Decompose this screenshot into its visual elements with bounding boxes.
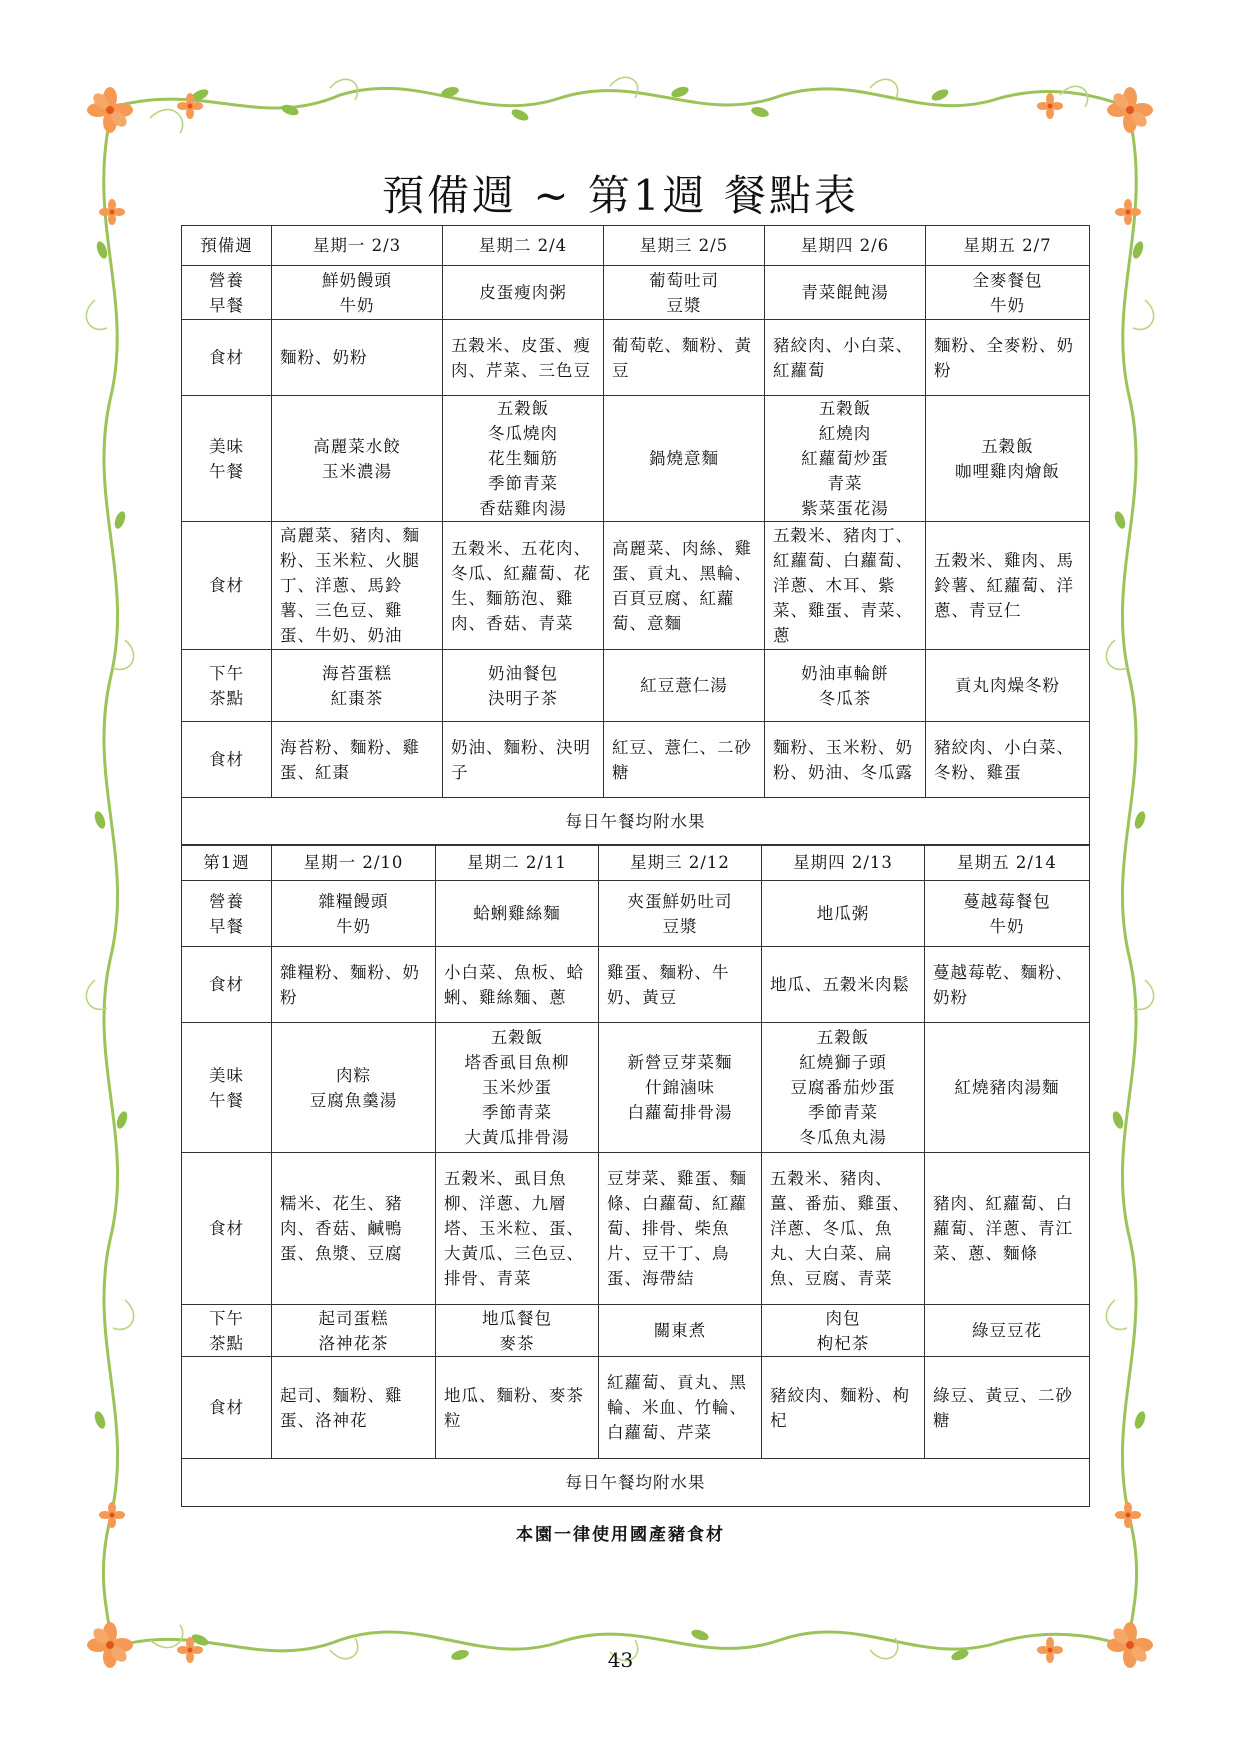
fruit-note: 每日午餐均附水果 (182, 798, 1090, 846)
breakfast-cell: 夾蛋鮮奶吐司 豆漿 (599, 881, 762, 947)
ingredients-cell: 五穀米、雞肉、馬鈴薯、紅蘿蔔、洋蔥、青豆仁 (926, 522, 1090, 650)
week-label: 第1週 (182, 845, 272, 881)
ingredients-cell: 雞蛋、麵粉、牛奶、黃豆 (599, 947, 762, 1023)
breakfast-cell: 蛤蜊雞絲麵 (436, 881, 599, 947)
ingredients-cell: 起司、麵粉、雞蛋、洛神花 (272, 1357, 436, 1459)
ingredients-cell: 五穀米、五花肉、冬瓜、紅蘿蔔、花生、麵筋泡、雞肉、香菇、青菜 (443, 522, 604, 650)
ingredients-cell: 奶油、麵粉、決明子 (443, 722, 604, 798)
row-label-breakfast: 營養 早餐 (182, 881, 272, 947)
lunch-cell: 紅燒豬肉湯麵 (925, 1023, 1090, 1153)
ingredients-cell: 麵粉、奶粉 (272, 320, 443, 396)
day-header: 星期五 2/7 (926, 226, 1090, 266)
menu-table-week-1 (181, 844, 1090, 1507)
lunch-cell: 肉粽 豆腐魚羹湯 (272, 1023, 436, 1153)
row-label-lunch: 美味 午餐 (182, 1023, 272, 1153)
fruit-note: 每日午餐均附水果 (182, 1459, 1090, 1507)
row-label-ingredients: 食材 (182, 722, 272, 798)
lunch-cell: 五穀飯 塔香虱目魚柳 玉米炒蛋 季節青菜 大黃瓜排骨湯 (436, 1023, 599, 1153)
breakfast-cell: 皮蛋瘦肉粥 (443, 266, 604, 320)
breakfast-cell: 雜糧饅頭 牛奶 (272, 881, 436, 947)
ingredients-cell: 豬絞肉、麵粉、枸杞 (762, 1357, 925, 1459)
ingredients-cell: 地瓜、五穀米肉鬆 (762, 947, 925, 1023)
ingredients-cell: 豆芽菜、雞蛋、麵條、白蘿蔔、紅蘿蔔、排骨、柴魚片、豆干丁、鳥蛋、海帶結 (599, 1153, 762, 1305)
snack-cell: 起司蛋糕 洛神花茶 (272, 1305, 436, 1357)
ingredients-cell: 麵粉、玉米粉、奶粉、奶油、冬瓜露 (765, 722, 926, 798)
ingredients-cell: 豬絞肉、小白菜、紅蘿蔔 (765, 320, 926, 396)
day-header: 星期四 2/13 (762, 845, 925, 881)
day-header: 星期四 2/6 (765, 226, 926, 266)
ingredients-cell: 麵粉、全麥粉、奶粉 (926, 320, 1090, 396)
lunch-cell: 新營豆芽菜麵 什錦滷味 白蘿蔔排骨湯 (599, 1023, 762, 1153)
week-label: 預備週 (182, 226, 272, 266)
ingredients-cell: 雜糧粉、麵粉、奶粉 (272, 947, 436, 1023)
ingredients-cell: 蔓越莓乾、麵粉、奶粉 (925, 947, 1090, 1023)
ingredients-cell: 紅蘿蔔、貢丸、黑輪、米血、竹輪、白蘿蔔、芹菜 (599, 1357, 762, 1459)
ingredients-cell: 高麗菜、豬肉、麵粉、玉米粒、火腿丁、洋蔥、馬鈴薯、三色豆、雞蛋、牛奶、奶油 (272, 522, 443, 650)
row-label-ingredients: 食材 (182, 522, 272, 650)
ingredients-cell: 糯米、花生、豬肉、香菇、鹹鴨蛋、魚漿、豆腐 (272, 1153, 436, 1305)
ingredients-cell: 五穀米、豬肉丁、紅蘿蔔、白蘿蔔、洋蔥、木耳、紫菜、雞蛋、青菜、蔥 (765, 522, 926, 650)
day-header: 星期一 2/10 (272, 845, 436, 881)
menu-table-prep-week (181, 225, 1090, 846)
ingredients-cell: 五穀米、豬肉、薑、番茄、雞蛋、洋蔥、冬瓜、魚丸、大白菜、扁魚、豆腐、青菜 (762, 1153, 925, 1305)
day-header: 星期一 2/3 (272, 226, 443, 266)
ingredients-cell: 豬絞肉、小白菜、冬粉、雞蛋 (926, 722, 1090, 798)
breakfast-cell: 青菜餛飩湯 (765, 266, 926, 320)
breakfast-cell: 全麥餐包 牛奶 (926, 266, 1090, 320)
lunch-cell: 五穀飯 冬瓜燒肉 花生麵筋 季節青菜 香菇雞肉湯 (443, 396, 604, 522)
row-label-snack: 下午 茶點 (182, 1305, 272, 1357)
ingredients-cell: 綠豆、黃豆、二砂糖 (925, 1357, 1090, 1459)
ingredients-cell: 地瓜、麵粉、麥茶粒 (436, 1357, 599, 1459)
day-header: 星期三 2/5 (604, 226, 765, 266)
row-label-ingredients: 食材 (182, 1357, 272, 1459)
row-label-ingredients: 食材 (182, 1153, 272, 1305)
ingredients-cell: 葡萄乾、麵粉、黃豆 (604, 320, 765, 396)
snack-cell: 綠豆豆花 (925, 1305, 1090, 1357)
row-label-snack: 下午 茶點 (182, 650, 272, 722)
row-label-lunch: 美味 午餐 (182, 396, 272, 522)
day-header: 星期五 2/14 (925, 845, 1090, 881)
breakfast-cell: 葡萄吐司 豆漿 (604, 266, 765, 320)
snack-cell: 貢丸肉燥冬粉 (926, 650, 1090, 722)
ingredients-cell: 五穀米、皮蛋、瘦肉、芹菜、三色豆 (443, 320, 604, 396)
breakfast-cell: 鮮奶饅頭 牛奶 (272, 266, 443, 320)
snack-cell: 奶油餐包 決明子茶 (443, 650, 604, 722)
day-header: 星期三 2/12 (599, 845, 762, 881)
ingredients-cell: 紅豆、薏仁、二砂糖 (604, 722, 765, 798)
ingredients-cell: 小白菜、魚板、蛤蜊、雞絲麵、蔥 (436, 947, 599, 1023)
snack-cell: 肉包 枸杞茶 (762, 1305, 925, 1357)
snack-cell: 海苔蛋糕 紅棗茶 (272, 650, 443, 722)
lunch-cell: 鍋燒意麵 (604, 396, 765, 522)
breakfast-cell: 地瓜粥 (762, 881, 925, 947)
ingredients-cell: 五穀米、虱目魚柳、洋蔥、九層塔、玉米粒、蛋、大黃瓜、三色豆、排骨、青菜 (436, 1153, 599, 1305)
lunch-cell: 五穀飯 紅燒獅子頭 豆腐番茄炒蛋 季節青菜 冬瓜魚丸湯 (762, 1023, 925, 1153)
lunch-cell: 高麗菜水餃 玉米濃湯 (272, 396, 443, 522)
row-label-ingredients: 食材 (182, 947, 272, 1023)
footer-note: 本園一律使用國產豬食材 (516, 1525, 725, 1545)
day-header: 星期二 2/4 (443, 226, 604, 266)
row-label-ingredients: 食材 (182, 320, 272, 396)
page-number: 43 (607, 1648, 634, 1672)
lunch-cell: 五穀飯 咖哩雞肉燴飯 (926, 396, 1090, 522)
snack-cell: 地瓜餐包 麥茶 (436, 1305, 599, 1357)
ingredients-cell: 高麗菜、肉絲、雞蛋、貢丸、黑輪、百頁豆腐、紅蘿蔔、意麵 (604, 522, 765, 650)
snack-cell: 關東煮 (599, 1305, 762, 1357)
ingredients-cell: 豬肉、紅蘿蔔、白蘿蔔、洋蔥、青江菜、蔥、麵條 (925, 1153, 1090, 1305)
row-label-breakfast: 營養 早餐 (182, 266, 272, 320)
breakfast-cell: 蔓越莓餐包 牛奶 (925, 881, 1090, 947)
day-header: 星期二 2/11 (436, 845, 599, 881)
ingredients-cell: 海苔粉、麵粉、雞蛋、紅棗 (272, 722, 443, 798)
page-title: 預備週 ~ 第1週 餐點表 (382, 171, 859, 220)
lunch-cell: 五穀飯 紅燒肉 紅蘿蔔炒蛋 青菜 紫菜蛋花湯 (765, 396, 926, 522)
snack-cell: 奶油車輪餅 冬瓜茶 (765, 650, 926, 722)
snack-cell: 紅豆薏仁湯 (604, 650, 765, 722)
